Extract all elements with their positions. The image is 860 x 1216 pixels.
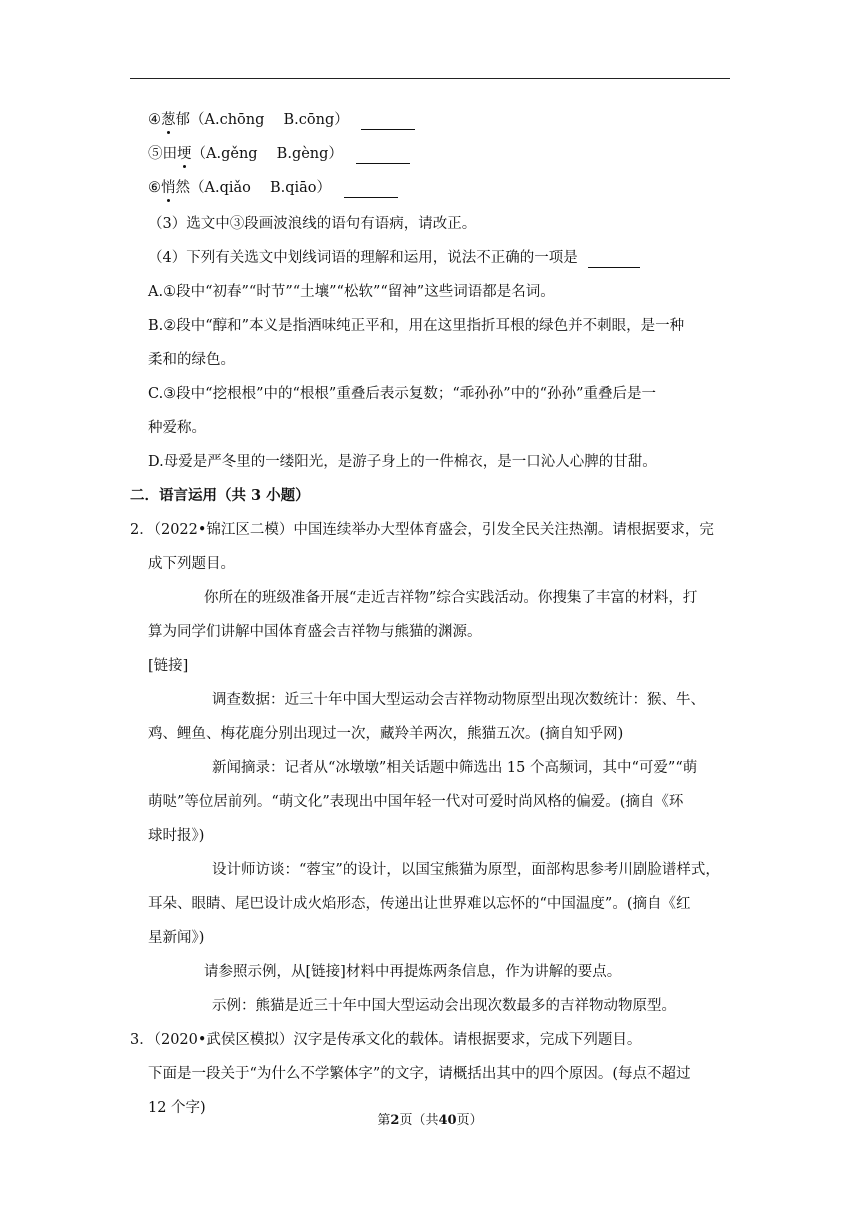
footer-suffix: 页） [456,1113,483,1128]
page-footer [0,1112,860,1130]
footer-mid: 页（共 [399,1113,439,1128]
answer-blank[interactable] [588,253,640,268]
choice-b-line1: B.②段中“醇和”本义是指酒味纯正平和，用在这里指折耳根的绿色并不刺眼，是一种 [148,318,685,334]
dotted-char: 葱 [161,112,176,128]
q3-stem-line1: 3．（2020•武侯区模拟）汉字是传承文化的载体。请根据要求，完成下列题目。 [130,1032,642,1048]
pinyin-options: （A.gěng B.gèng） [191,146,343,162]
q2-example: 示例：熊猫是近三十年中国大型运动会出现次数最多的吉祥物动物原型。 [212,998,676,1014]
q2-intro-line1: 你所在的班级准备开展“走近吉祥物”综合实践活动。你搜集了丰富的材料，打 [204,590,698,606]
pinyin-options: （A.chōng B.cōng） [190,112,349,128]
dotted-char: 悄 [161,180,176,196]
survey-line1: 调查数据：近三十年中国大型运动会吉祥物动物原型出现次数统计：猴、牛、 [212,692,705,708]
footer-prefix: 第 [377,1113,391,1128]
interview-line2: 耳朵、眼睛、尾巴设计成火焰形态，传递出让世界难以忘怀的“中国温度”。(摘自《红 [148,896,691,912]
answer-blank[interactable] [356,149,410,164]
q2-task: 请参照示例，从[链接]材料中再提炼两条信息，作为讲解的要点。 [204,964,622,980]
word-char: 郁 [175,112,190,128]
news-line3: 球时报》) [148,828,205,844]
interview-line3: 星新闻》) [148,930,205,946]
q3-stem-line2: 下面是一段关于“为什么不学繁体字”的文字，请概括出其中的四个原因。(每点不超过 [148,1066,691,1082]
choice-b-line2: 柔和的绿色。 [148,352,235,368]
choice-c-line1: C.③段中“挖根根”中的“根根”重叠后表示复数；“乖孙孙”中的“孙孙”重叠后是一 [148,386,656,402]
answer-blank[interactable] [361,115,415,130]
choice-a: A.①段中“初春”“时节”“土壤”“松软”“留神”这些词语都是名词。 [148,284,555,300]
choice-c-line2: 种爱称。 [148,420,206,436]
option-item-6 [148,178,398,198]
link-label: [链接] [148,658,189,674]
item-number: ⑥ [148,180,161,196]
q1-part4 [148,248,640,268]
total-pages: 40 [438,1113,457,1128]
item-number: ④ [148,112,161,128]
q1-part3: （3）选文中③段画波浪线的语句有语病，请改正。 [148,216,477,232]
survey-line2: 鸡、鲤鱼、梅花鹿分别出现过一次，藏羚羊两次，熊猫五次。(摘自知乎网) [148,726,624,742]
dotted-char: 埂 [177,146,192,162]
pinyin-options: （A.qiǎo B.qiāo） [190,180,332,196]
news-line2: 萌哒”等位居前列。“萌文化”表现出中国年轻一代对可爱时尚风格的偏爱。(摘自《环 [148,794,684,810]
choice-d: D.母爱是严冬里的一缕阳光，是游子身上的一件棉衣，是一口沁人心脾的甘甜。 [148,454,657,470]
item-number: ⑤ [148,146,163,162]
word-char: 然 [175,180,190,196]
header-rule [130,78,730,79]
q2-stem-line2: 成下列题目。 [148,556,235,572]
page-number: 2 [390,1113,400,1128]
q1-part4-text: （4）下列有关选文中划线词语的理解和运用，说法不正确的一项是 [148,250,578,266]
option-item-5 [148,144,410,164]
answer-blank[interactable] [344,183,398,198]
q3-stem-line3: 12 个字) [148,1100,206,1116]
q2-intro-line2: 算为同学们讲解中国体育盛会吉祥物与熊猫的渊源。 [148,624,482,640]
interview-line1: 设计师访谈：“蓉宝”的设计，以国宝熊猫为原型，面部构思参考川剧脸谱样式， [212,862,720,878]
word-char: 田 [162,146,177,162]
q2-stem-line1: 2．（2022•锦江区二模）中国连续举办大型体育盛会，引发全民关注热潮。请根据要求，完 [130,522,714,538]
news-line1: 新闻摘录：记者从“冰墩墩”相关话题中筛选出 15 个高频词，其中“可爱”“萌 [212,760,698,776]
section-heading: 二．语言运用（共 3 小题） [130,487,310,504]
option-item-4 [148,110,415,130]
